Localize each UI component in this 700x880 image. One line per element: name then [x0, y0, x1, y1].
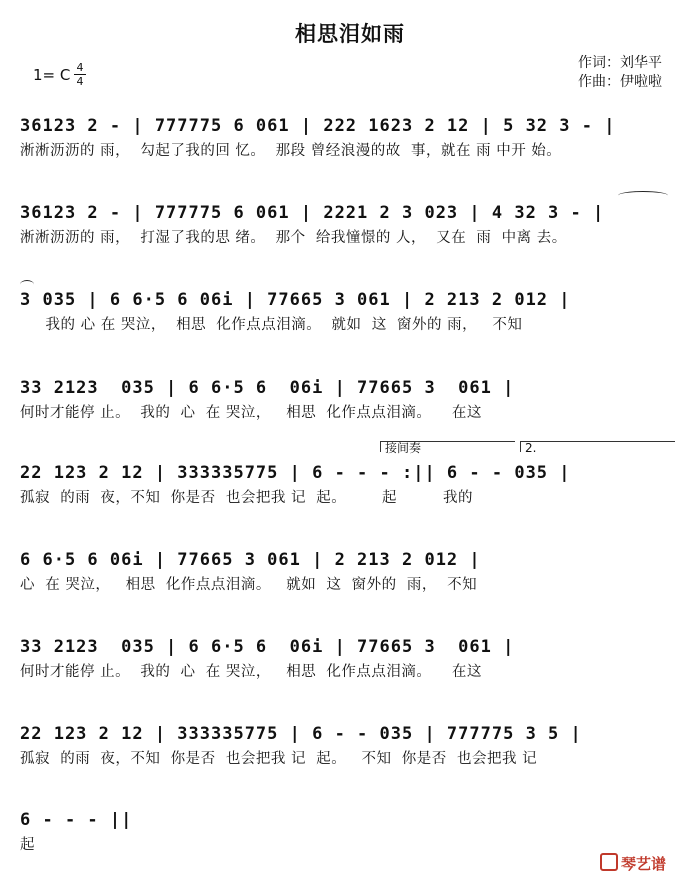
- logo-text: 琴艺谱: [621, 855, 667, 873]
- notation-line: 33 2123 035 | 6 6·5 6 06i | 77665 3 061 |: [20, 378, 515, 398]
- lyrics-line: 淅淅沥沥的 雨， 勾起了我的回 忆。 那段 曾经浪漫的故 事，就在 雨 中开 始。: [20, 143, 562, 159]
- notation-line: 22 123 2 12 | 333335775 | 6 - - - :|| 6 - - 035 |: [20, 463, 571, 483]
- key-signature: 1= C: [33, 66, 71, 84]
- notation-line: 36123 2 - | 777775 6 061 | 222 1623 2 12 | 5 32 3 - |: [20, 116, 616, 136]
- logo-icon: [600, 853, 618, 871]
- score-system-4: [20, 374, 675, 424]
- notation-line: 6 6·5 6 06i | 77665 3 061 | 2 213 2 012 |: [20, 550, 481, 570]
- lyricist-credit: 作词：刘华平: [578, 55, 662, 71]
- score-system-6: [20, 546, 675, 596]
- score-system-8: [20, 720, 675, 770]
- notation-line: 22 123 2 12 | 333335775 | 6 - - 035 | 777775 3 5 |: [20, 724, 582, 744]
- lyrics-line: 我的 心 在 哭泣， 相思 化作点点泪滴。 就如 这 窗外的 雨， 不知: [20, 317, 523, 333]
- page-title: 相思泪如雨: [295, 22, 405, 46]
- site-logo: [600, 853, 666, 874]
- score-system-1: [20, 112, 675, 162]
- lyrics-line: 淅淅沥沥的 雨， 打湿了我的思 绪。 那个 给我憧憬的 人， 又在 雨 中离 去。: [20, 230, 567, 246]
- score-system-5: [20, 441, 675, 509]
- meter-bottom: 4: [76, 75, 84, 88]
- time-signature: [74, 62, 86, 87]
- lyrics-line: 起: [20, 837, 35, 853]
- notation-line: 3 035 | 6 6·5 6 06i | 77665 3 061 | 2 213 2 012 |: [20, 290, 571, 310]
- volta-second-ending: 2.: [520, 441, 675, 452]
- volta-first-ending: 接间奏: [380, 441, 515, 452]
- notation-line: 36123 2 - | 777775 6 061 | 2221 2 3 023 | 4 32 3 - |: [20, 203, 605, 223]
- score-system-2: [20, 199, 675, 249]
- notation-line: 6 - - - ||: [20, 810, 133, 830]
- score-system-3: [20, 286, 675, 336]
- notation-line: 33 2123 035 | 6 6·5 6 06i | 77665 3 061 |: [20, 637, 515, 657]
- score-system-9: [20, 806, 675, 856]
- lyrics-line: 何时才能停 止。 我的 心 在 哭泣， 相思 化作点点泪滴。 在这: [20, 405, 482, 421]
- lyrics-line: 孤寂 的雨 夜，不知 你是否 也会把我 记 起。 不知 你是否 也会把我 记: [20, 751, 538, 767]
- meter-top: 4: [76, 61, 84, 74]
- score-system-7: [20, 633, 675, 683]
- lyrics-line: 心 在 哭泣， 相思 化作点点泪滴。 就如 这 窗外的 雨， 不知: [20, 577, 478, 593]
- composer-credit: 作曲：伊啦啦: [578, 74, 662, 90]
- credits: [578, 54, 662, 92]
- lyrics-line: 孤寂 的雨 夜，不知 你是否 也会把我 记 起。 起 我的: [20, 490, 473, 506]
- lyrics-line: 何时才能停 止。 我的 心 在 哭泣， 相思 化作点点泪滴。 在这: [20, 664, 482, 680]
